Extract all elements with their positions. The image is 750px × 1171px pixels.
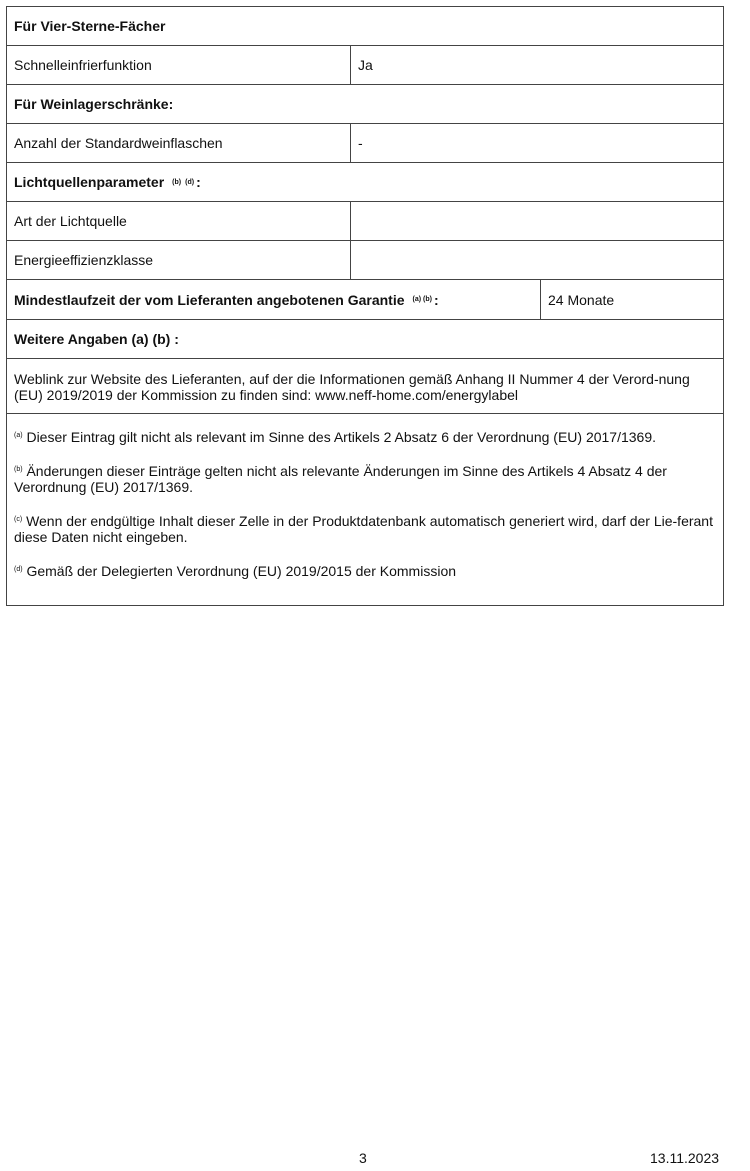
row-weitere	[7, 320, 723, 359]
value: -	[350, 124, 723, 162]
footnote-text: Änderungen dieser Einträge gelten nicht als relevante Änderungen im Sinne des Artikels 4 Absatz 4 der Verordnung (EU) 2017/1369.	[14, 463, 667, 495]
section-heading: Für Vier-Sterne-Fächer	[14, 18, 166, 34]
label	[7, 280, 540, 319]
row-art	[7, 202, 723, 241]
label: Schnelleinfrierfunktion	[14, 57, 152, 73]
row-vier-sterne	[7, 7, 723, 46]
footnote-text: Wenn der endgültige Inhalt dieser Zelle in der Produktdatenbank automatisch generiert wird, darf der Lie-ferant diese Daten nicht eingeben.	[14, 513, 713, 545]
document-date: 13.11.2023	[650, 1150, 720, 1166]
section-heading	[7, 163, 723, 201]
footnote-ref: (a) (b)	[412, 296, 432, 303]
footnote-mark: (a)	[14, 432, 23, 439]
label: Art der Lichtquelle	[14, 213, 127, 229]
label: Anzahl der Standardweinflaschen	[14, 135, 223, 151]
footnote-mark: (b)	[14, 466, 23, 473]
value: 24 Monate	[540, 280, 723, 319]
footnote-mark: (c)	[14, 516, 23, 523]
row-anzahl	[7, 124, 723, 163]
label-text: Mindestlaufzeit der vom Lieferanten angebotenen Garantie	[14, 291, 405, 308]
value	[350, 202, 723, 240]
section-heading: Für Weinlagerschränke:	[14, 96, 174, 112]
section-heading: Weitere Angaben (a) (b) :	[14, 331, 179, 347]
colon: :	[196, 174, 201, 190]
row-wein	[7, 85, 723, 124]
row-schnelleinfrier	[7, 46, 723, 85]
footnote-d	[14, 562, 716, 579]
footnote-mark: (d)	[14, 566, 23, 573]
product-data-table	[6, 6, 724, 606]
footnote-text: Dieser Eintrag gilt nicht als relevant im Sinne des Artikels 2 Absatz 6 der Verordnung (EU) 2017/1369.	[26, 429, 657, 445]
footnote-c	[14, 512, 716, 545]
label: Energieeffizienzklasse	[14, 252, 154, 268]
row-licht	[7, 163, 723, 202]
value	[350, 241, 723, 279]
footnote-text: Gemäß der Delegierten Verordnung (EU) 2019/2015 der Kommission	[26, 563, 457, 579]
heading-text: Lichtquellenparameter	[14, 174, 165, 190]
page-number: 3	[359, 1150, 367, 1166]
footnote-b	[14, 462, 716, 495]
value: Ja	[350, 46, 723, 84]
footnote-ref: (d)	[185, 178, 195, 186]
row-footnotes	[7, 414, 723, 606]
footnotes	[7, 414, 723, 579]
row-weblink	[7, 359, 723, 414]
footnote-a	[14, 428, 716, 445]
weblink-text: Weblink zur Website des Lieferanten, auf der die Informationen gemäß Anhang II Nummer 4 der Verord-nung (EU) 2019/2019 der Kommission zu finden sind: www.neff-home.com/energylabel	[14, 371, 690, 403]
footnote-ref: (b)	[172, 178, 182, 186]
row-effizienz	[7, 241, 723, 280]
colon: :	[433, 291, 439, 308]
row-garantie	[7, 280, 723, 320]
